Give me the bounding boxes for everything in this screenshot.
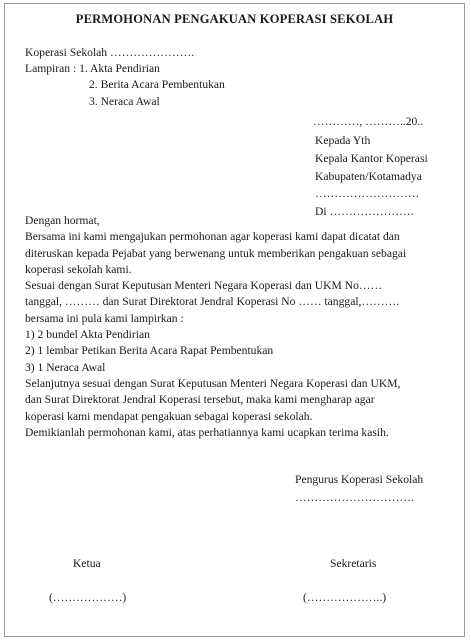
date-line: …………, ………..20.. bbox=[313, 115, 424, 128]
addressee-line-4: ……………………… bbox=[315, 187, 420, 201]
attachment-list-item-2: 2) 1 lembar Petikan Berita Acara Rapat Pembentukan bbox=[25, 344, 274, 358]
greeting: Dengan hormat, bbox=[25, 214, 100, 227]
addressee-line-5: Di …………………. bbox=[315, 205, 414, 219]
paragraph-3-line-2: dan Surat Direktorat Jendral Koperasi tersebut, maka kami mengharap agar bbox=[25, 393, 375, 407]
ketua-name-placeholder: (………………) bbox=[49, 591, 127, 604]
addressee-block bbox=[313, 114, 423, 130]
paragraph-2-line-1: Sesuai dengan Surat Keputusan Menteri Negara Koperasi dan UKM No…… bbox=[25, 279, 383, 293]
lampiran-item-2: 2. Berita Acara Pembentukan bbox=[89, 78, 225, 92]
paragraph-4-line-1: Demikianlah permohonan kami, atas perhatiannya kami ucapkan terima kasih. bbox=[25, 425, 389, 439]
paragraph-1-line-3: koperasi sekolah kami. bbox=[25, 262, 132, 276]
letter-header bbox=[25, 45, 225, 110]
signature-org: Pengurus Koperasi Sekolah bbox=[295, 473, 424, 486]
paragraph-2-line-3: bersama ini pula kami lampirkan : bbox=[25, 311, 184, 325]
ketua-label: Ketua bbox=[73, 557, 101, 570]
letter-page bbox=[4, 3, 465, 637]
signature-org-block bbox=[295, 471, 423, 507]
letter-title: PERMOHONAN PENGAKUAN KOPERASI SEKOLAH bbox=[75, 12, 394, 26]
addressee-line-1: Kepada Yth bbox=[315, 134, 371, 147]
addressee-lines bbox=[315, 132, 428, 221]
lampiran-line: Lampiran : 1. Akta Pendirian bbox=[25, 62, 160, 76]
attachment-list-item-3: 3) 1 Neraca Awal bbox=[25, 360, 106, 374]
paragraph-2-line-2: tanggal, ……… dan Surat Direktorat Jendral Koperasi No …… tanggal,………. bbox=[25, 295, 400, 309]
lampiran-item-3: 3. Neraca Awal bbox=[89, 94, 160, 108]
sekretaris-label: Sekretaris bbox=[330, 557, 377, 570]
addressee-line-3: Kabupaten/Kotamadya bbox=[315, 169, 422, 183]
paragraph-1-line-2: diteruskan kepada Pejabat yang berwenang untuk memberikan pengakuan sebagai bbox=[25, 246, 407, 260]
signature-org-dots: …………………………. bbox=[295, 491, 414, 504]
sekretaris-name-placeholder: (………………..) bbox=[303, 591, 387, 604]
addressee-line-2: Kepala Kantor Koperasi bbox=[315, 151, 428, 165]
paragraph-3-line-3: koperasi kami mendapat pengakuan sebagai koperasi sekolah. bbox=[25, 409, 313, 423]
paragraph-3-line-1: Selanjutnya sesuai dengan Surat Keputusan Menteri Negara Koperasi dan UKM, bbox=[25, 376, 401, 390]
letter-body bbox=[25, 213, 455, 441]
attachment-list-item-1: 1) 2 bundel Akta Pendirian bbox=[25, 328, 150, 342]
paragraph-1-line-1: Bersama ini kami mengajukan permohonan agar koperasi kami dapat dicatat dan bbox=[25, 230, 400, 244]
koperasi-line: Koperasi Sekolah …………………. bbox=[25, 46, 195, 59]
